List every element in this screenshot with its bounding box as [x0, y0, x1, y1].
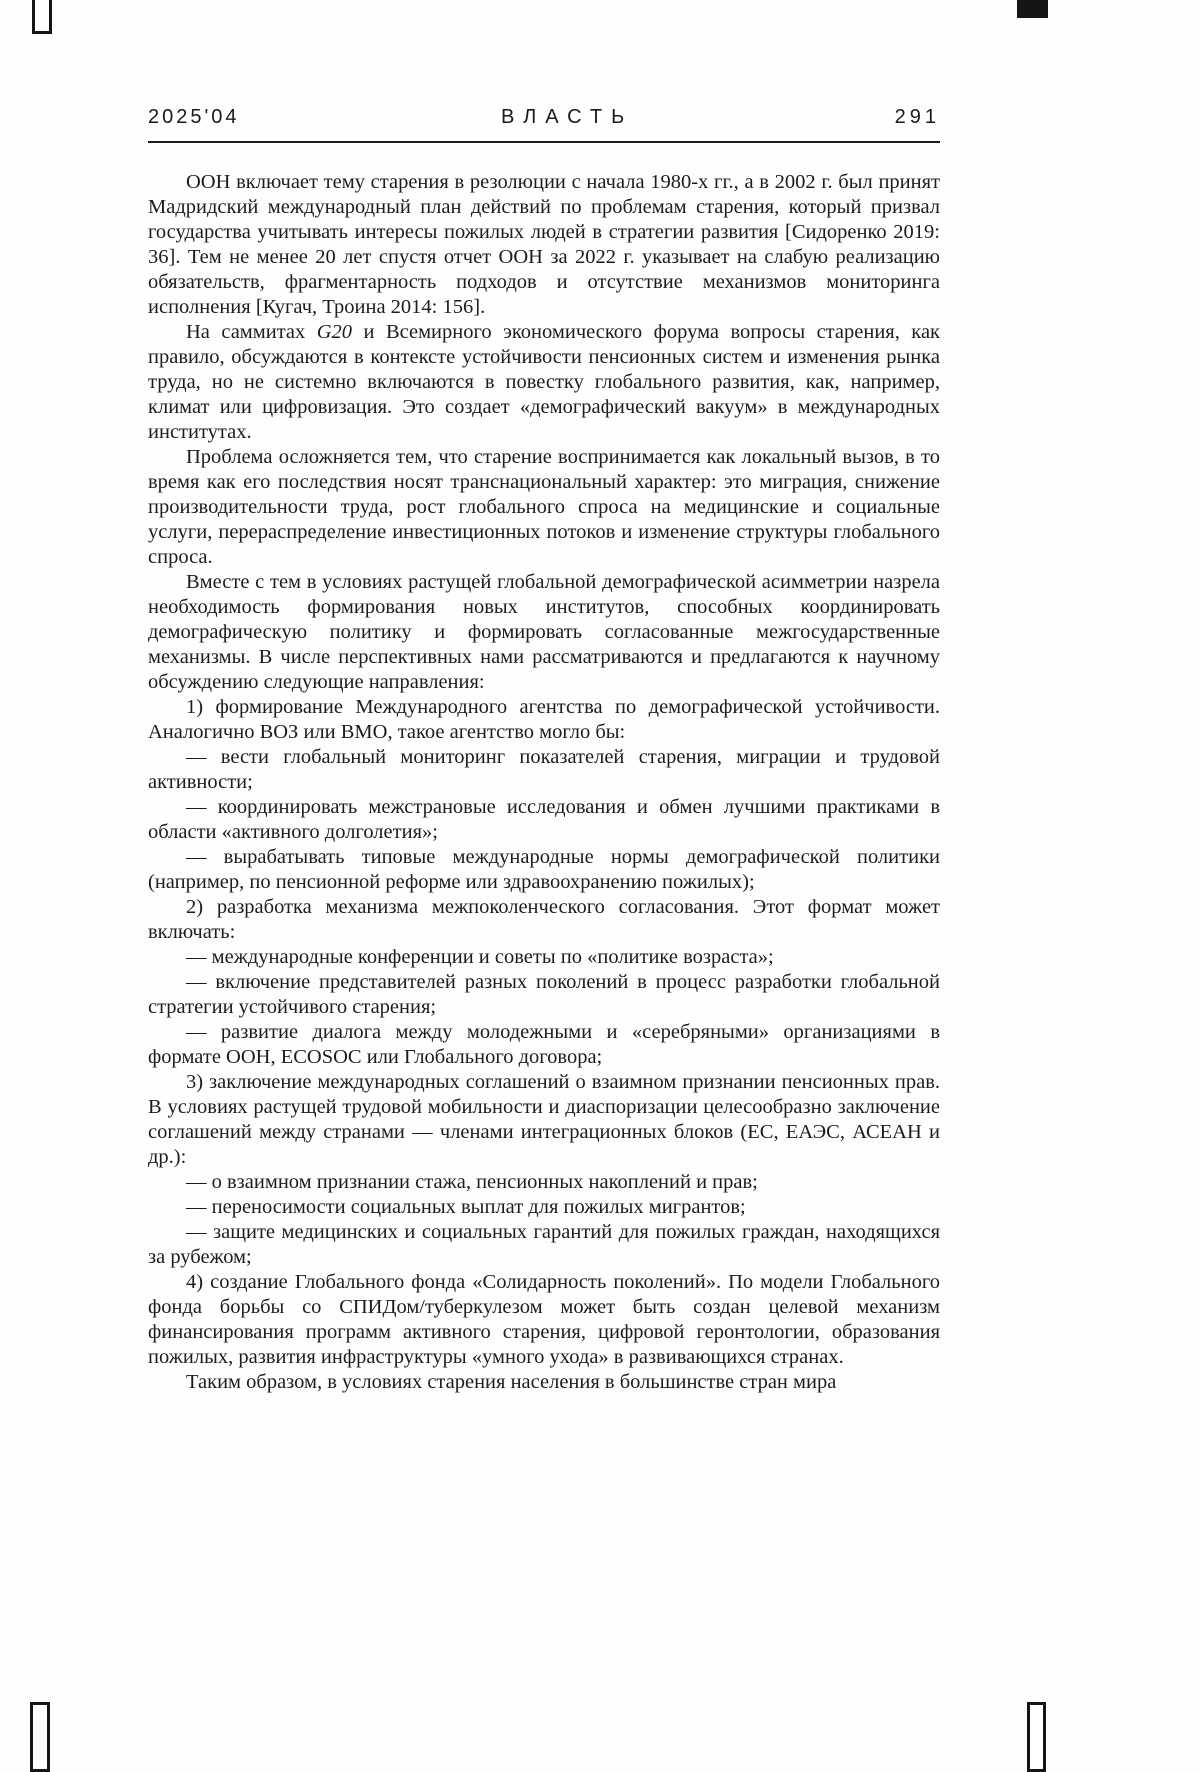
- paragraph: [148, 1070, 940, 1170]
- registration-mark-top-right: [1017, 0, 1048, 18]
- paragraph-text: Вместе с тем в условиях растущей глобальной демографической асимметрии назрела необходимость формирования новых институтов, способных координировать демографическую политику и формировать согласованные межгосударственные механизмы. В числе перспективных нами рассматриваются и предлагаются к научному обсуждению следующие направления:: [148, 571, 940, 693]
- paragraph-text: Таким образом, в условиях старения населения в большинстве стран мира: [186, 1371, 837, 1393]
- paragraph-text-italic: G20: [316, 321, 353, 343]
- paragraph: [148, 745, 940, 795]
- paragraph: [148, 445, 940, 570]
- paragraph: [148, 795, 940, 845]
- paragraph: [148, 170, 940, 320]
- paragraph-text: На саммитах: [186, 321, 317, 343]
- paragraph: [148, 1370, 940, 1395]
- paragraph-text: — включение представителей разных поколений в процесс разработки глобальной стратегии устойчивого старения;: [148, 971, 940, 1018]
- journal-title: ВЛАСТЬ: [500, 106, 634, 128]
- paragraph-text: — развитие диалога между молодежными и «серебряными» организациями в формате ООН, ECOSOC или Глобального договора;: [148, 1021, 940, 1068]
- paragraph: [148, 1220, 940, 1270]
- paragraph-text: и Всемирного экономического форума вопросы старения, как правило, обсуждаются в контексте устойчивости пенсионных систем и изменения рынка труда, но не системно включаются в повестку глобального развития, как, например, климат или цифровизация. Это создает «демографический вакуум» в международных институтах.: [148, 321, 941, 443]
- registration-mark-top-left: [32, 0, 52, 34]
- paragraph: [148, 1270, 940, 1370]
- issue-label: 2025'04: [148, 106, 240, 128]
- paragraph-text: Проблема осложняется тем, что старение воспринимается как локальный вызов, в то время как его последствия носят транснациональный характер: это миграция, снижение производительности труда, рост глобального спроса на медицинские и социальные услуги, перераспределение инвестиционных потоков и изменение структуры глобального спроса.: [148, 446, 940, 568]
- registration-mark-bottom-left: [30, 1702, 50, 1772]
- paragraph-text: — переносимости социальных выплат для пожилых мигрантов;: [186, 1196, 746, 1218]
- paragraph-text: ООН включает тему старения в резолюции с начала 1980-х гг., а в 2002 г. был принят Мадридский международный план действий по проблемам старения, который призвал государства учитывать интересы пожилых людей в стратегии развития [Сидоренко 2019: 36]. Тем не менее 20 лет спустя отчет ООН за 2022 г. указывает на слабую реализацию обязательств, фрагментарность подходов и отсутствие механизмов мониторинга исполнения [Кугач, Троина 2014: 156].: [148, 171, 940, 318]
- paragraph: [148, 695, 940, 745]
- paragraph-text: — о взаимном признании стажа, пенсионных накоплений и прав;: [186, 1171, 758, 1193]
- paragraph-text: — вести глобальный мониторинг показателей старения, миграции и трудовой активности;: [148, 746, 940, 793]
- paragraph-text: — координировать межстрановые исследования и обмен лучшими практиками в области «активного долголетия»;: [148, 796, 940, 843]
- article-body: [148, 170, 940, 1395]
- paragraph-text: — защите медицинских и социальных гарантий для пожилых граждан, находящихся за рубежом;: [148, 1221, 940, 1268]
- paragraph-text: 1) формирование Международного агентства по демографической устойчивости. Аналогично ВОЗ или ВМО, такое агентство могло бы:: [148, 696, 940, 743]
- paragraph-text: 2) разработка механизма межпоколенческого согласования. Этот формат может включать:: [148, 896, 940, 943]
- paragraph: [148, 895, 940, 945]
- paragraph-text: — международные конференции и советы по «политике возраста»;: [186, 946, 774, 968]
- registration-mark-bottom-right: [1027, 1702, 1046, 1772]
- paragraph-text: 3) заключение международных соглашений о взаимном признании пенсионных прав. В условиях растущей трудовой мобильности и диаспоризации целесообразно заключение соглашений между странами — членами интеграционных блоков (ЕС, ЕАЭС, АСЕАН и др.):: [148, 1071, 940, 1168]
- paragraph: [148, 320, 940, 445]
- paragraph: [148, 970, 940, 1020]
- paragraph-text: — вырабатывать типовые международные нормы демографической политики (например, по пенсионной реформе или здравоохранению пожилых);: [148, 846, 940, 893]
- paragraph: [148, 845, 940, 895]
- paragraph-text: 4) создание Глобального фонда «Солидарность поколений». По модели Глобального фонда борьбы со СПИДом/туберкулезом может быть создан целевой механизм финансирования программ активного старения, цифровой геронтологии, образования пожилых, развития инфраструктуры «умного ухода» в развивающихся странах.: [148, 1271, 940, 1368]
- paragraph: [148, 1020, 940, 1070]
- paragraph: [148, 570, 940, 695]
- page-number: 291: [894, 106, 940, 128]
- running-head: [148, 106, 940, 129]
- paragraph: [148, 945, 940, 970]
- paragraph: [148, 1170, 940, 1195]
- header-rule: [148, 141, 940, 143]
- paragraph: [148, 1195, 940, 1220]
